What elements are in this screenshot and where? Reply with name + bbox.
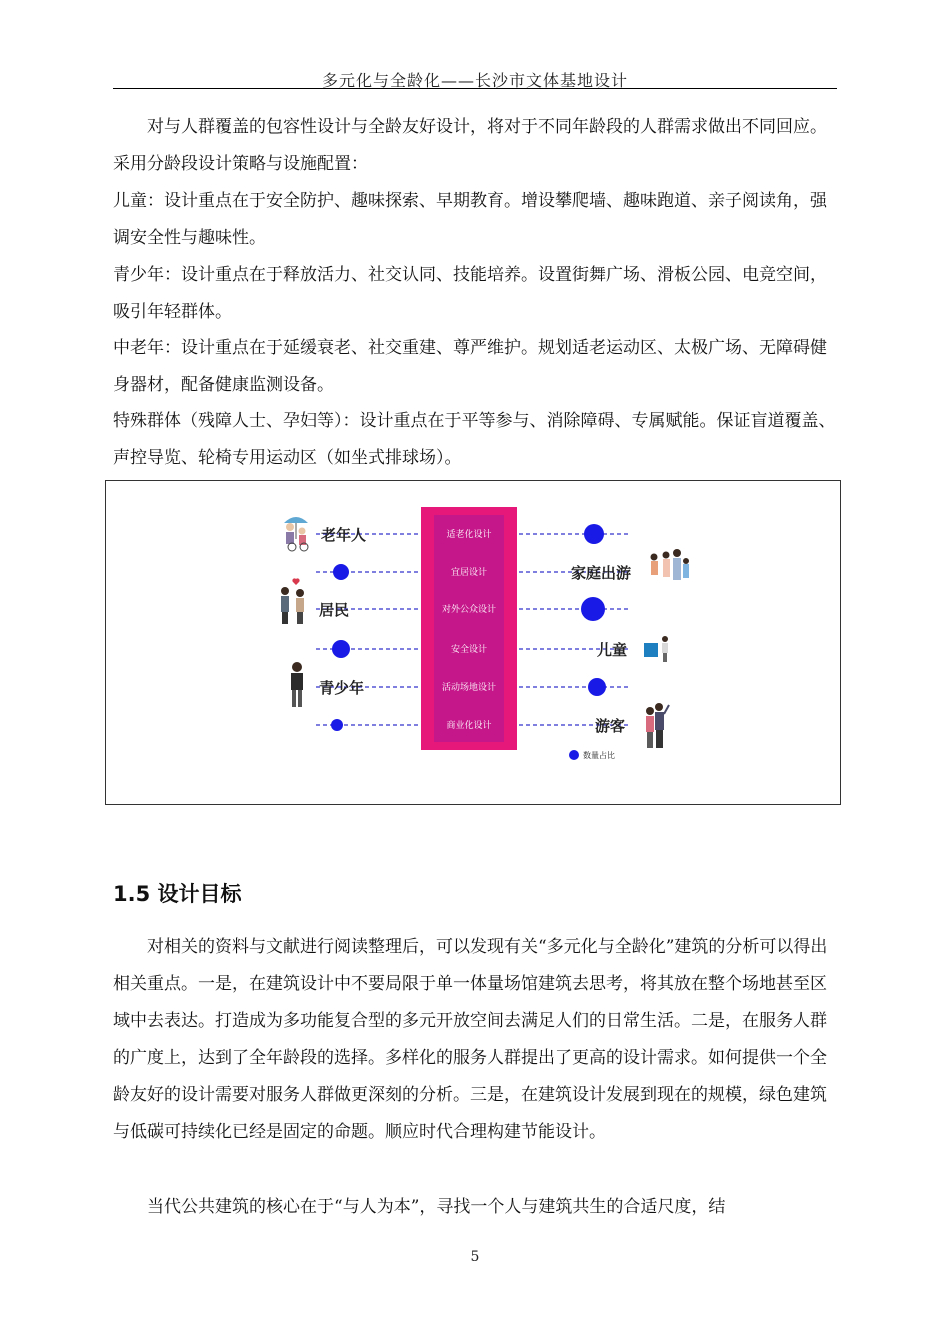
center-item-activity-site: 活动场地设计 [441,683,497,693]
page-number: 5 [470,1249,480,1265]
legend-dot [569,750,579,760]
resident-figure-icon [281,578,304,624]
special-groups-paragraph: 特殊群体（残障人士、孕妇等）：设计重点在于平等参与、消除障碍、专属赋能。保证盲道覆盖、声控导览、轮椅专用运动区（如坐式排球场）。 [113,411,836,468]
child-figure-icon [644,636,668,662]
label-children: 儿童 [597,641,628,659]
ratio-dot [333,564,349,580]
center-item-elderly-friendly: 适老化设计 [446,530,492,540]
center-column-inner [434,515,504,742]
center-item-livable: 宜居设计 [450,568,488,578]
intro-paragraph: 对与人群覆盖的包容性设计与全龄友好设计，将对于不同年龄段的人群需求做出不同回应。采用分龄段设计策略与设施配置： [113,117,827,174]
teen-paragraph: 青少年：设计重点在于释放活力、社交认同、技能培养。设置街舞广场、滑板公园、电竞空间，吸引年轻群体。 [113,265,827,322]
elderly-paragraph: 中老年：设计重点在于延缓衰老、社交重建、尊严维护。规划适老运动区、太极广场、无障碍健身器材，配备健康监测设备。 [113,338,827,395]
label-teenagers: 青少年 [319,679,365,697]
ratio-dot [584,524,604,544]
legend-label: 数量占比 [583,751,615,760]
family-figure-icon [651,549,690,580]
teenager-figure-icon [291,662,303,707]
ratio-dot [588,678,606,696]
label-tourists: 游客 [595,717,626,735]
header-rule [113,88,837,89]
center-item-commercial: 商业化设计 [446,721,492,731]
population-diagram [105,480,841,805]
center-item-public: 对外公众设计 [441,605,497,615]
ratio-dot [581,597,605,621]
section-title: 1.5 设计目标 [113,882,242,906]
ratio-dot [332,640,350,658]
label-residents: 居民 [319,601,350,619]
label-family-outing: 家庭出游 [571,564,632,582]
label-elderly: 老年人 [321,526,367,544]
body-paragraph: 对相关的资料与文献进行阅读整理后，可以发现有关“多元化与全龄化”建筑的分析可以得出相关重点。一是，在建筑设计中不要局限于单一体量场馆建筑去思考，将其放在整个场地甚至区域中去表达。打造成为多功能复合型的多元开放空间去满足人们的日常生活。二是，在服务人群的广度上，达到了全年龄段的选择。多样化的服务人群提出了更高的设计需求。如何提供一个全龄友好的设计需要对服务人群做更深刻的分析。三是，在建筑设计发展到现在的规模，绿色建筑与低碳可持续化已经是固定的命题。顺应时代合理构建节能设计。 [113,937,828,1142]
children-paragraph: 儿童：设计重点在于安全防护、趣味探索、早期教育。增设攀爬墙、趣味跑道、亲子阅读角，强调安全性与趣味性。 [113,191,827,248]
body-paragraph: 当代公共建筑的核心在于“与人为本”，寻找一个人与建筑共生的合适尺度，结 [147,1197,726,1217]
diagram-canvas [106,481,842,806]
elderly-figure-icon [284,517,308,551]
ratio-dot [331,719,343,731]
center-item-safety: 安全设计 [450,645,488,655]
tourist-figure-icon [646,703,669,748]
running-header: 多元化与全龄化——长沙市文体基地设计 [321,71,628,90]
